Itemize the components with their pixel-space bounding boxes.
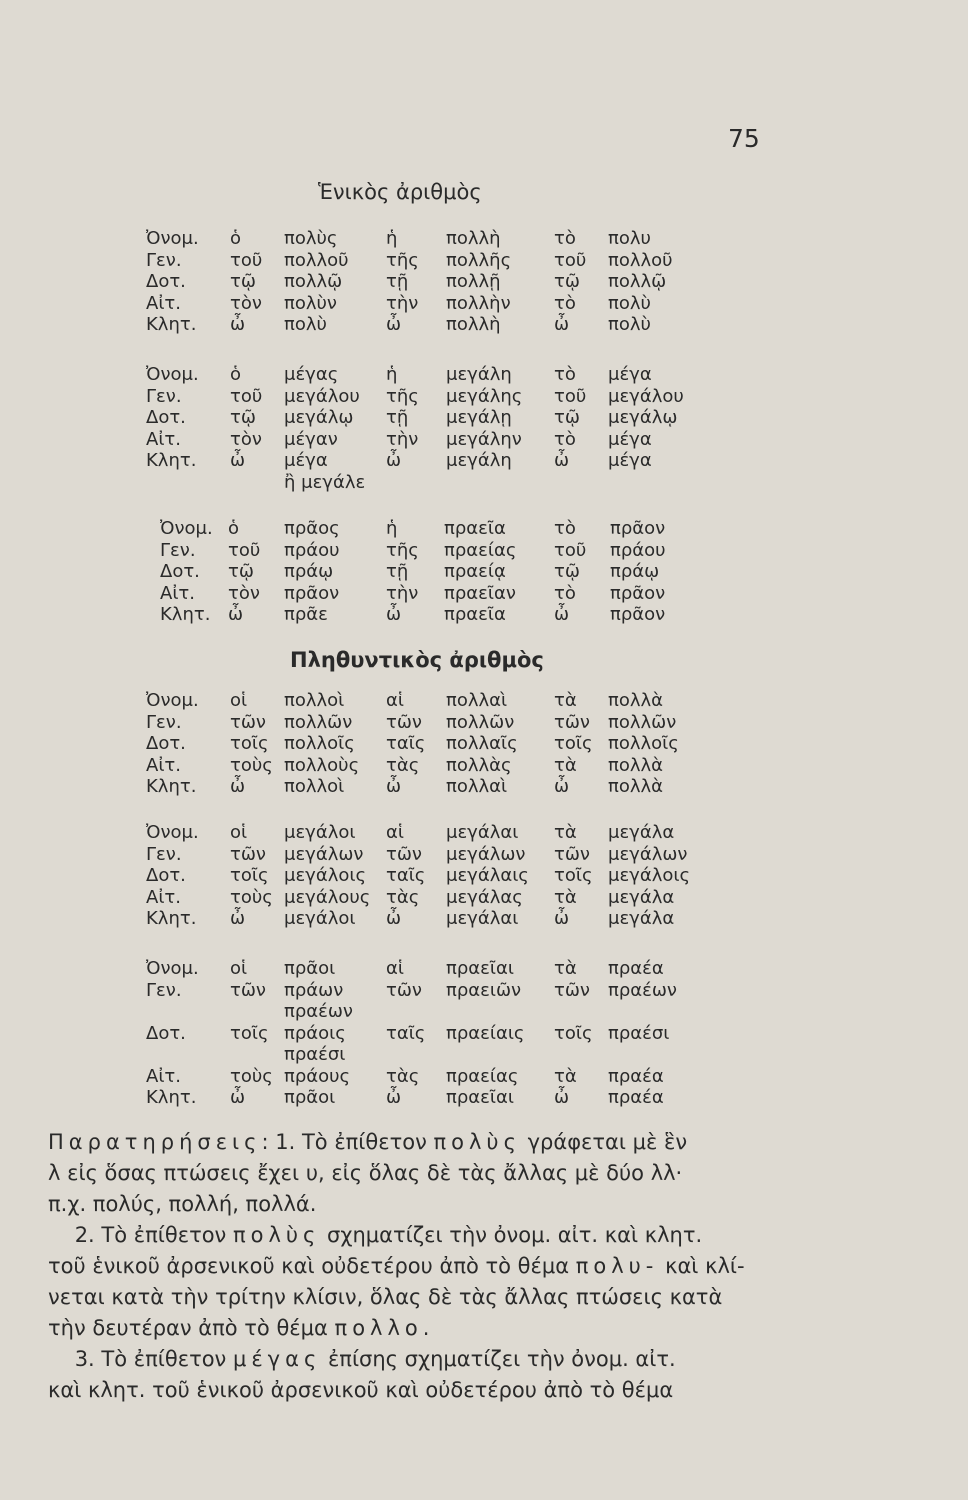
fem-form: πραείας: [444, 539, 517, 561]
note-text: 2. Τὸ ἐπίθετον: [48, 1223, 233, 1247]
neut-article: τὰ: [554, 1065, 577, 1087]
fem-article: ἡ: [386, 228, 398, 249]
fem-form: πραεῖαι: [446, 958, 514, 979]
note-text: ἐπίσης σχηματίζει τὴν ὀνομ. αἰτ.: [321, 1347, 676, 1371]
masc-form: πολλοὺς: [284, 754, 360, 776]
masc-form: μέγαν: [284, 428, 338, 450]
case-label: Αἰτ.: [146, 292, 181, 314]
fem-article: τῶν: [386, 979, 422, 1001]
fem-article: αἱ: [386, 958, 404, 979]
neut-article: τῷ: [554, 407, 580, 428]
spaced-term: Παρατηρήσεις: [48, 1130, 262, 1154]
fem-form: μεγάλην: [446, 428, 522, 450]
fem-form: πολλῇ: [446, 271, 501, 292]
note-text: νεται κατὰ τὴν τρίτην κλίσιν, ὅλας δὲ τὰς ἄλλας πτώσεις κατὰ: [48, 1285, 723, 1309]
masc-form: πράῳ: [284, 561, 334, 582]
neut-article: τῶν: [554, 711, 590, 733]
fem-article: ταῖς: [386, 733, 426, 754]
heading-plural: Πληθυντικὸς ἀριθμὸς: [290, 648, 544, 672]
masc-article: ὦ: [230, 314, 246, 335]
note-text: καὶ κλί-: [658, 1254, 745, 1278]
masc-form: πράου: [284, 539, 340, 561]
case-label: Αἰτ.: [160, 582, 195, 604]
masc-article: ὁ: [228, 518, 240, 539]
neut-form: μέγα: [608, 428, 652, 450]
fem-form: μεγάλης: [446, 385, 523, 407]
neut-article: τὸ: [554, 228, 576, 249]
masc-form: πρᾶε: [284, 604, 328, 625]
page-number: 75: [728, 124, 760, 153]
case-label: Δοτ.: [146, 1022, 186, 1044]
neut-article: τοῦ: [554, 539, 587, 561]
fem-article: τῇ: [386, 271, 409, 292]
note-text: : 1. Τὸ ἐπίθετον: [261, 1130, 434, 1154]
note-line: [48, 1189, 800, 1220]
masc-form: μεγάλῳ: [284, 407, 354, 428]
case-label: Γεν.: [160, 539, 196, 561]
neut-article: τοῦ: [554, 249, 587, 271]
note-line: [48, 1313, 800, 1344]
neut-article: τὸ: [554, 582, 576, 604]
case-label: Ὀνομ.: [160, 518, 213, 539]
fem-form: πολλὰς: [446, 754, 512, 776]
neut-article: ὦ: [554, 1087, 570, 1108]
masc-form: πολλοῦ: [284, 249, 349, 271]
neut-article: τὸ: [554, 428, 576, 450]
fem-article: τῶν: [386, 843, 422, 865]
neut-article: τῶν: [554, 979, 590, 1001]
neut-form: πραέσι: [608, 1022, 670, 1044]
masc-form: μεγάλοις: [284, 865, 367, 886]
fem-article: ὦ: [386, 450, 402, 471]
fem-form: πολλαὶ: [446, 776, 508, 797]
neut-form: πολλῷ: [608, 271, 667, 292]
neut-article: τῷ: [554, 561, 580, 582]
fem-article: ὦ: [386, 604, 402, 625]
neut-article: τὸ: [554, 364, 576, 385]
masc-article: ὁ: [230, 228, 242, 249]
neut-form: μέγα: [608, 450, 652, 471]
note-line: [48, 1220, 800, 1251]
fem-article: ταῖς: [386, 865, 426, 886]
neut-form: πραέα: [608, 958, 664, 979]
note-line: [48, 1282, 800, 1313]
masc-form: πολλοῖς: [284, 733, 355, 754]
fem-form: πολλῆς: [446, 249, 512, 271]
fem-form: πραείαις: [446, 1022, 525, 1044]
note-line: [48, 1158, 800, 1189]
neut-article: ὦ: [554, 604, 570, 625]
case-label: Αἰτ.: [146, 428, 181, 450]
masc-form: πολλοὶ: [284, 690, 345, 711]
masc-form: πολλῷ: [284, 271, 343, 292]
neut-article: τὰ: [554, 754, 577, 776]
masc-form: πολὺ: [284, 314, 327, 335]
masc-article: τοῖς: [230, 733, 269, 754]
neut-form: πολλοῦ: [608, 249, 673, 271]
neut-form: μεγάλῳ: [608, 407, 678, 428]
masc-article: οἱ: [230, 690, 248, 711]
fem-form: πραείας: [446, 1065, 519, 1087]
case-label: Αἰτ.: [146, 1065, 181, 1087]
fem-form: μεγάλας: [446, 886, 523, 908]
fem-article: ἡ: [386, 364, 398, 385]
fem-article: ὦ: [386, 1087, 402, 1108]
masc-form: μεγάλοι: [284, 822, 356, 843]
neut-form: πολὺ: [608, 292, 651, 314]
masc-article: ὦ: [230, 908, 246, 929]
neut-article: ὦ: [554, 450, 570, 471]
case-label: Ὀνομ.: [146, 822, 199, 843]
case-label: Κλητ.: [146, 450, 197, 471]
masc-article: τῷ: [230, 407, 256, 428]
fem-form: πολλὴ: [446, 314, 501, 335]
case-label: Δοτ.: [146, 865, 186, 886]
fem-article: τῇ: [386, 561, 409, 582]
note-text: γράφεται μὲ ἓν: [520, 1130, 688, 1154]
note-text: 3. Τὸ ἐπίθετον: [48, 1347, 233, 1371]
fem-form: πολλαὶ: [446, 690, 508, 711]
masc-form: πραέων: [284, 1001, 353, 1022]
masc-form: πράων: [284, 979, 344, 1001]
masc-form: ἢ μεγάλε: [284, 471, 366, 493]
neut-form: πραέων: [608, 979, 677, 1001]
masc-article: τῶν: [230, 979, 266, 1001]
masc-form: μεγάλοι: [284, 908, 356, 929]
fem-article: αἱ: [386, 690, 404, 711]
masc-form: πράοις: [284, 1022, 346, 1044]
masc-article: τοῖς: [230, 1022, 269, 1044]
neut-article: τοῦ: [554, 385, 587, 407]
fem-form: πολλὴ: [446, 228, 501, 249]
neut-form: πολὺ: [608, 314, 651, 335]
fem-article: τὴν: [386, 582, 419, 604]
masc-article: τοῖς: [230, 865, 269, 886]
neut-form: μεγάλα: [608, 886, 675, 908]
masc-form: πρᾶοι: [284, 958, 336, 979]
case-label: Γεν.: [146, 843, 182, 865]
fem-form: πραειῶν: [446, 979, 522, 1001]
spaced-term: πολὺς: [232, 1223, 321, 1247]
fem-form: μεγάλη: [446, 364, 512, 385]
masc-article: τὸν: [230, 428, 262, 450]
case-label: Γεν.: [146, 249, 182, 271]
fem-article: τῶν: [386, 711, 422, 733]
fem-article: τὰς: [386, 886, 420, 908]
masc-form: πρᾶος: [284, 518, 340, 539]
neut-article: τῷ: [554, 271, 580, 292]
note-line: [48, 1375, 800, 1406]
case-label: Δοτ.: [146, 733, 186, 754]
masc-article: τοὺς: [230, 754, 273, 776]
fem-form: μεγάλαις: [446, 865, 529, 886]
note-text: .: [422, 1316, 430, 1340]
fem-article: τῆς: [386, 385, 419, 407]
neut-article: τοῖς: [554, 865, 593, 886]
masc-article: τοὺς: [230, 1065, 273, 1087]
neut-article: τὰ: [554, 690, 577, 711]
case-label: Κλητ.: [146, 776, 197, 797]
fem-form: μεγάλαι: [446, 822, 519, 843]
neut-article: ὦ: [554, 776, 570, 797]
neut-form: πολλὰ: [608, 776, 664, 797]
fem-article: τῆς: [386, 249, 419, 271]
masc-form: πολὺν: [284, 292, 337, 314]
masc-article: τῷ: [230, 271, 256, 292]
neut-form: πραέα: [608, 1065, 664, 1087]
masc-article: τὸν: [230, 292, 262, 314]
spaced-term: πολὺς: [433, 1130, 521, 1154]
note-text: τοῦ ἑνικοῦ ἀρσενικοῦ καὶ οὐδετέρου ἀπὸ τὸ θέμα: [48, 1254, 576, 1278]
case-label: Γεν.: [146, 711, 182, 733]
fem-form: πολλῶν: [446, 711, 515, 733]
masc-article: τῷ: [228, 561, 254, 582]
neut-form: μεγάλου: [608, 385, 684, 407]
neut-form: πολλὰ: [608, 754, 664, 776]
fem-form: πολλαῖς: [446, 733, 518, 754]
note-text: καὶ κλητ. τοῦ ἑνικοῦ ἀρσενικοῦ καὶ οὐδετέρου ἀπὸ τὸ θέμα: [48, 1378, 674, 1402]
masc-form: πολλοὶ: [284, 776, 345, 797]
neut-form: πράῳ: [610, 561, 660, 582]
note-line: [48, 1344, 800, 1375]
masc-article: ὦ: [230, 1087, 246, 1108]
masc-article: ὦ: [230, 450, 246, 471]
note-line: [48, 1127, 800, 1158]
heading-singular: Ἑνικὸς ἀριθμὸς: [318, 180, 482, 204]
note-text: τὴν δευτέραν ἀπὸ τὸ θέμα: [48, 1316, 335, 1340]
masc-form: μέγα: [284, 450, 328, 471]
case-label: Γεν.: [146, 385, 182, 407]
masc-article: τοῦ: [230, 249, 263, 271]
neut-form: πρᾶον: [610, 518, 666, 539]
masc-article: τοῦ: [230, 385, 263, 407]
masc-form: μεγάλους: [284, 886, 371, 908]
case-label: Δοτ.: [160, 561, 200, 582]
neut-form: μεγάλων: [608, 843, 688, 865]
neut-article: τῶν: [554, 843, 590, 865]
spaced-term: πολυ-: [575, 1254, 659, 1278]
neut-form: μεγάλοις: [608, 865, 691, 886]
case-label: Ὀνομ.: [146, 228, 199, 249]
neut-form: πολλὰ: [608, 690, 664, 711]
neut-article: τὰ: [554, 822, 577, 843]
spaced-term: μέγας: [232, 1347, 322, 1371]
masc-form: μεγάλων: [284, 843, 364, 865]
neut-article: τὸ: [554, 518, 576, 539]
note-text: π.χ. πολύς, πολλή, πολλά.: [48, 1192, 317, 1216]
masc-article: τοὺς: [230, 886, 273, 908]
fem-form: πραεῖαν: [444, 582, 516, 604]
note-line: [48, 1251, 800, 1282]
masc-form: πραέσι: [284, 1044, 346, 1065]
fem-article: ἡ: [386, 518, 398, 539]
fem-article: τὰς: [386, 1065, 420, 1087]
fem-form: πραεῖαι: [446, 1087, 514, 1108]
neut-form: μεγάλα: [608, 908, 675, 929]
masc-form: πράους: [284, 1065, 351, 1087]
case-label: Αἰτ.: [146, 886, 181, 908]
neut-article: ὦ: [554, 908, 570, 929]
case-label: Ὀνομ.: [146, 690, 199, 711]
fem-article: τὴν: [386, 292, 419, 314]
neut-form: μεγάλα: [608, 822, 675, 843]
neut-form: πρᾶον: [610, 582, 666, 604]
fem-article: ὦ: [386, 776, 402, 797]
masc-form: πολὺς: [284, 228, 338, 249]
masc-form: μεγάλου: [284, 385, 360, 407]
neut-form: πολυ: [608, 228, 651, 249]
fem-form: πραεῖα: [444, 518, 506, 539]
neut-form: πραέα: [608, 1087, 664, 1108]
fem-article: τῇ: [386, 407, 409, 428]
fem-form: πραεῖα: [444, 604, 506, 625]
fem-article: ὦ: [386, 314, 402, 335]
case-label: Κλητ.: [146, 908, 197, 929]
masc-article: ὦ: [230, 776, 246, 797]
neut-form: πολλοῖς: [608, 733, 679, 754]
masc-article: ὦ: [228, 604, 244, 625]
fem-article: τὰς: [386, 754, 420, 776]
neut-form: μέγα: [608, 364, 652, 385]
note-text: λ εἰς ὅσας πτώσεις ἔχει υ, εἰς ὅλας δὲ τὰς ἄλλας μὲ δύο λλ·: [48, 1161, 683, 1185]
case-label: Κλητ.: [146, 1087, 197, 1108]
fem-article: αἱ: [386, 822, 404, 843]
case-label: Δοτ.: [146, 271, 186, 292]
masc-article: τῶν: [230, 843, 266, 865]
case-label: Ὀνομ.: [146, 958, 199, 979]
fem-article: ὦ: [386, 908, 402, 929]
fem-form: μεγάλη: [446, 450, 512, 471]
neut-form: πολλῶν: [608, 711, 677, 733]
fem-form: πραείᾳ: [444, 561, 506, 582]
neut-form: πράου: [610, 539, 666, 561]
case-label: Κλητ.: [160, 604, 211, 625]
masc-form: μέγας: [284, 364, 339, 385]
neut-article: τὰ: [554, 886, 577, 908]
fem-form: μεγάλῃ: [446, 407, 512, 428]
masc-article: τοῦ: [228, 539, 261, 561]
masc-article: οἱ: [230, 958, 248, 979]
masc-form: πρᾶον: [284, 582, 340, 604]
neut-article: τὸ: [554, 292, 576, 314]
fem-article: τῆς: [386, 539, 419, 561]
note-text: σχηματίζει τὴν ὀνομ. αἰτ. καὶ κλητ.: [320, 1223, 703, 1247]
case-label: Κλητ.: [146, 314, 197, 335]
fem-form: πολλὴν: [446, 292, 511, 314]
neut-article: τοῖς: [554, 1022, 593, 1044]
masc-article: ὁ: [230, 364, 242, 385]
masc-article: τῶν: [230, 711, 266, 733]
case-label: Ὀνομ.: [146, 364, 199, 385]
neut-form: πρᾶον: [610, 604, 666, 625]
case-label: Αἰτ.: [146, 754, 181, 776]
case-label: Δοτ.: [146, 407, 186, 428]
case-label: Γεν.: [146, 979, 182, 1001]
masc-article: τὸν: [228, 582, 260, 604]
fem-article: ταῖς: [386, 1022, 426, 1044]
neut-article: ὦ: [554, 314, 570, 335]
fem-article: τὴν: [386, 428, 419, 450]
neut-article: τοῖς: [554, 733, 593, 754]
fem-form: μεγάλαι: [446, 908, 519, 929]
neut-article: τὰ: [554, 958, 577, 979]
masc-form: πρᾶοι: [284, 1087, 336, 1108]
fem-form: μεγάλων: [446, 843, 526, 865]
masc-article: οἱ: [230, 822, 248, 843]
notes-paragraph: [48, 1127, 800, 1406]
masc-form: πολλῶν: [284, 711, 353, 733]
spaced-term: πολλο: [334, 1316, 423, 1340]
